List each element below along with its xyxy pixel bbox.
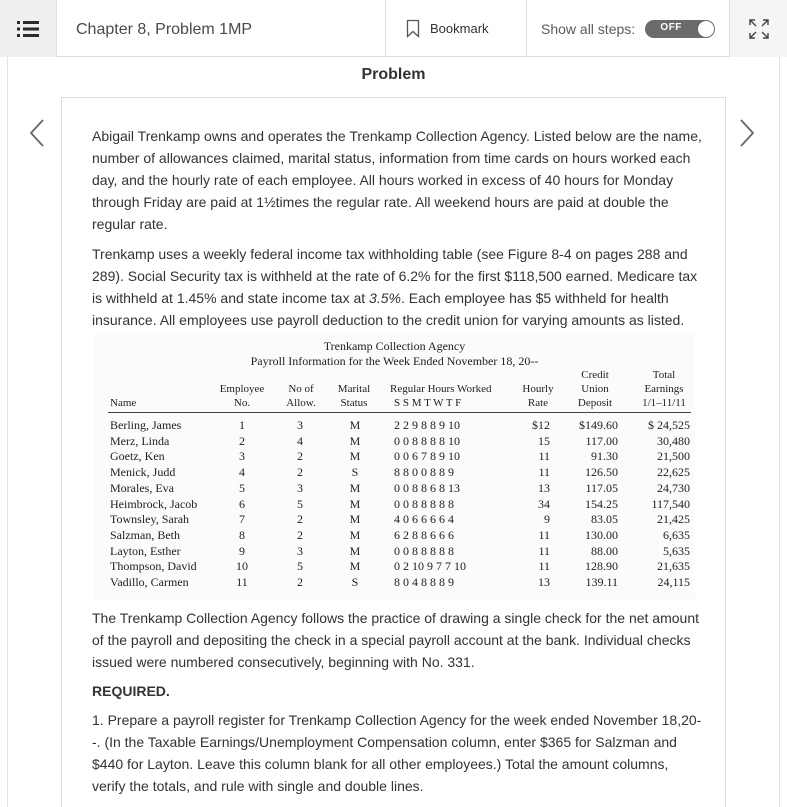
cell-allow: 2 — [297, 527, 303, 542]
payroll-row — [94, 418, 695, 434]
cell-emp: 4 — [239, 465, 245, 480]
expand-button[interactable] — [729, 0, 787, 57]
cell-rate: 11 — [538, 543, 550, 558]
cell-total: 6,635 — [663, 527, 690, 542]
payroll-row — [94, 481, 695, 497]
cell-total: 24,730 — [657, 480, 690, 495]
top-bar — [0, 0, 787, 57]
cell-credit: 117.00 — [585, 433, 618, 448]
header-marital: Marital — [337, 383, 371, 395]
cell-marital: S — [351, 465, 359, 480]
paragraph-requirement-1: 1. Prepare a payroll register for Trenkamp Collection Agency for the week ended November 18,20--. (In the Taxable Earnings/Unemployment Compensation column, enter $365 for Salzman and $440 for Layton. Leave this column blank for all other employees.) Total the amount columns, verify the totals, and rule with single and double lines. — [92, 712, 702, 794]
cell-hours: 8 0 4 8 8 8 9 — [394, 575, 454, 589]
cell-credit: 83.05 — [591, 512, 618, 527]
cell-emp: 10 — [236, 559, 248, 574]
cell-marital: M — [349, 543, 361, 558]
cell-marital: M — [349, 480, 361, 495]
cell-emp: 5 — [239, 480, 245, 495]
cell-marital: M — [349, 433, 361, 448]
toggle-state: OFF — [660, 21, 682, 33]
cell-credit: $149.60 — [579, 418, 618, 432]
cell-hours: 6 2 8 8 6 6 6 — [394, 527, 454, 542]
cell-hours: 0 0 8 8 6 8 13 — [394, 480, 460, 495]
chevron-right-icon — [736, 118, 758, 148]
cell-rate: 9 — [544, 512, 550, 527]
cell-rate: 11 — [538, 559, 550, 574]
cell-credit: 88.00 — [591, 543, 618, 558]
header-employee-no: No. — [233, 397, 251, 409]
cell-credit: 139.11 — [585, 575, 618, 589]
expand-icon — [748, 18, 770, 40]
cell-rate: $12 — [532, 418, 550, 432]
payroll-row — [94, 575, 695, 591]
cell-total: 5,635 — [663, 543, 690, 558]
next-button[interactable] — [736, 118, 758, 153]
cell-total: 117,540 — [651, 496, 690, 511]
cell-name: Goetz, Ken — [110, 449, 165, 464]
header-underline — [108, 412, 691, 413]
cell-emp: 9 — [239, 543, 245, 558]
header-rate: Rate — [527, 397, 549, 409]
show-steps-toggle[interactable] — [645, 20, 715, 38]
cell-allow: 5 — [297, 496, 303, 511]
cell-allow: 2 — [297, 449, 303, 464]
cell-marital: M — [349, 559, 361, 574]
cell-hours: 4 0 6 6 6 6 4 — [394, 512, 454, 527]
payroll-table — [94, 333, 695, 599]
cell-emp: 11 — [236, 575, 248, 589]
header-credit: Credit — [581, 369, 609, 381]
cell-marital: M — [349, 527, 361, 542]
cell-allow: 3 — [297, 418, 303, 432]
cell-name: Townsley, Sarah — [110, 512, 190, 527]
cell-marital: M — [349, 512, 361, 527]
cell-rate: 11 — [538, 527, 550, 542]
show-all-steps — [527, 0, 729, 57]
cell-allow: 3 — [297, 480, 303, 495]
cell-allow: 5 — [297, 559, 303, 574]
cell-marital: S — [351, 575, 359, 589]
cell-allow: 3 — [297, 543, 303, 558]
bookmark-button[interactable] — [385, 0, 527, 57]
cell-credit: 128.90 — [585, 559, 618, 574]
cell-total: 21,635 — [657, 559, 690, 574]
cell-name: Merz, Linda — [110, 433, 170, 448]
cell-name: Vadillo, Carmen — [110, 575, 189, 589]
header-marital-status: Status — [340, 397, 368, 409]
cell-rate: 11 — [538, 465, 550, 480]
cell-credit: 154.25 — [585, 496, 618, 511]
cell-marital: M — [349, 418, 361, 432]
header-allowances: No of — [288, 383, 314, 395]
cell-allow: 2 — [297, 465, 303, 480]
cell-hours: 0 0 8 8 8 8 8 — [394, 496, 454, 511]
cell-rate: 34 — [538, 496, 550, 511]
cell-name: Salzman, Beth — [110, 527, 180, 542]
cell-name: Heimbrock, Jacob — [110, 496, 198, 511]
chapter-title: Chapter 8, Problem 1MP — [76, 21, 253, 38]
cell-name: Layton, Esther — [110, 543, 181, 558]
problem-heading: Problem — [361, 66, 426, 83]
paragraph-checks: The Trenkamp Collection Agency follows the practice of drawing a single check for the net amount of the payroll and depositing the check in a special payroll account at the bank. Individual checks issued were numbered consecutively, beginning with No. 331. — [92, 610, 699, 670]
payroll-row — [94, 434, 695, 450]
cell-hours: 2 2 9 8 8 9 10 — [394, 418, 460, 432]
chevron-left-icon — [26, 118, 48, 148]
cell-total: 21,500 — [657, 449, 690, 464]
cell-hours: 0 0 8 8 8 8 10 — [394, 433, 460, 448]
cell-rate: 15 — [538, 433, 550, 448]
state-tax-rate: 3.5% — [369, 290, 401, 306]
cell-credit: 130.00 — [585, 527, 618, 542]
cell-credit: 117.05 — [585, 480, 618, 495]
header-employee: Employee — [219, 383, 265, 395]
cell-emp: 6 — [239, 496, 245, 511]
cell-hours: 8 8 0 0 8 8 9 — [394, 465, 454, 480]
cell-total: 30,480 — [657, 433, 690, 448]
cell-allow: 4 — [297, 433, 303, 448]
cell-hours: 0 0 6 7 8 9 10 — [394, 449, 460, 464]
show-steps-label: Show all steps: — [541, 20, 636, 37]
payroll-row — [94, 528, 695, 544]
payroll-row — [94, 559, 695, 575]
bookmark-label: Bookmark — [430, 21, 489, 36]
header-total: Total — [652, 369, 676, 381]
previous-button[interactable] — [26, 118, 48, 153]
cell-total: $ 24,525 — [648, 418, 690, 432]
cell-allow: 2 — [297, 512, 303, 527]
payroll-row — [94, 449, 695, 465]
menu-button[interactable] — [0, 0, 57, 57]
cell-marital: M — [349, 449, 361, 464]
payroll-subtitle: Payroll Information for the Week Ended November 18, 20-- — [250, 354, 539, 368]
header-hourly: Hourly — [522, 383, 554, 395]
cell-emp: 8 — [239, 527, 245, 542]
cell-credit: 91.30 — [591, 449, 618, 464]
cell-total: 22,625 — [657, 465, 690, 480]
header-period: 1/1–11/11 — [642, 397, 686, 409]
header-days: S S M T W T F — [394, 397, 462, 409]
cell-allow: 2 — [297, 575, 303, 589]
required-label: REQUIRED. — [92, 683, 170, 699]
cell-credit: 126.50 — [585, 465, 618, 480]
paragraph-intro: Abigail Trenkamp owns and operates the Trenkamp Collection Agency. Listed below are the name, number of allowances claimed, marital status, information from time cards on hours worked each day, and the hourly rate of each employee. All hours worked in excess of 40 hours for Monday through Friday are paid at 1½times the regular rate. All weekend hours are paid at double the regular rate. — [92, 128, 702, 232]
payroll-row — [94, 512, 695, 528]
payroll-row — [94, 544, 695, 560]
paragraph-taxes — [92, 243, 704, 331]
header-earnings: Earnings — [644, 383, 684, 395]
header-deposit: Deposit — [577, 397, 613, 409]
cell-emp: 1 — [239, 418, 245, 432]
header-hours-worked: Regular Hours Worked — [390, 383, 492, 395]
payroll-row — [94, 465, 695, 481]
cell-name: Berling, James — [110, 418, 182, 432]
cell-rate: 13 — [538, 575, 550, 589]
taxes-text-b: . Each employee has $5 withheld for health insurance. All employees use payroll deduction to the credit union for varying amounts as listed. — [92, 290, 685, 328]
toggle-knob — [698, 21, 714, 37]
cell-rate: 11 — [538, 449, 550, 464]
cell-total: 24,115 — [657, 575, 690, 589]
payroll-row — [94, 497, 695, 513]
cell-emp: 2 — [239, 433, 245, 448]
cell-total: 21,425 — [657, 512, 690, 527]
cell-name: Thompson, David — [110, 559, 197, 574]
cell-emp: 7 — [239, 512, 245, 527]
list-menu-icon — [17, 20, 39, 38]
bookmark-icon — [406, 19, 420, 38]
cell-name: Menick, Judd — [110, 465, 176, 480]
taxes-text-a: Trenkamp uses a weekly federal income tax withholding table (see Figure 8-4 on pages 288 and 289). Social Security tax is withheld at the rate of 6.2% for the first $118,500 earned. Medicare tax is withheld at 1.45% and state income tax at — [92, 246, 698, 306]
header-allowances-2: Allow. — [286, 397, 316, 409]
header-union: Union — [581, 383, 609, 395]
cell-name: Morales, Eva — [110, 480, 174, 495]
payroll-title: Trenkamp Collection Agency — [323, 339, 466, 353]
cell-emp: 3 — [239, 449, 245, 464]
header-name: Name — [110, 397, 137, 409]
cell-marital: M — [349, 496, 361, 511]
cell-hours: 0 0 8 8 8 8 8 — [394, 543, 454, 558]
cell-rate: 13 — [538, 480, 550, 495]
cell-hours: 0 2 10 9 7 7 10 — [394, 559, 466, 574]
